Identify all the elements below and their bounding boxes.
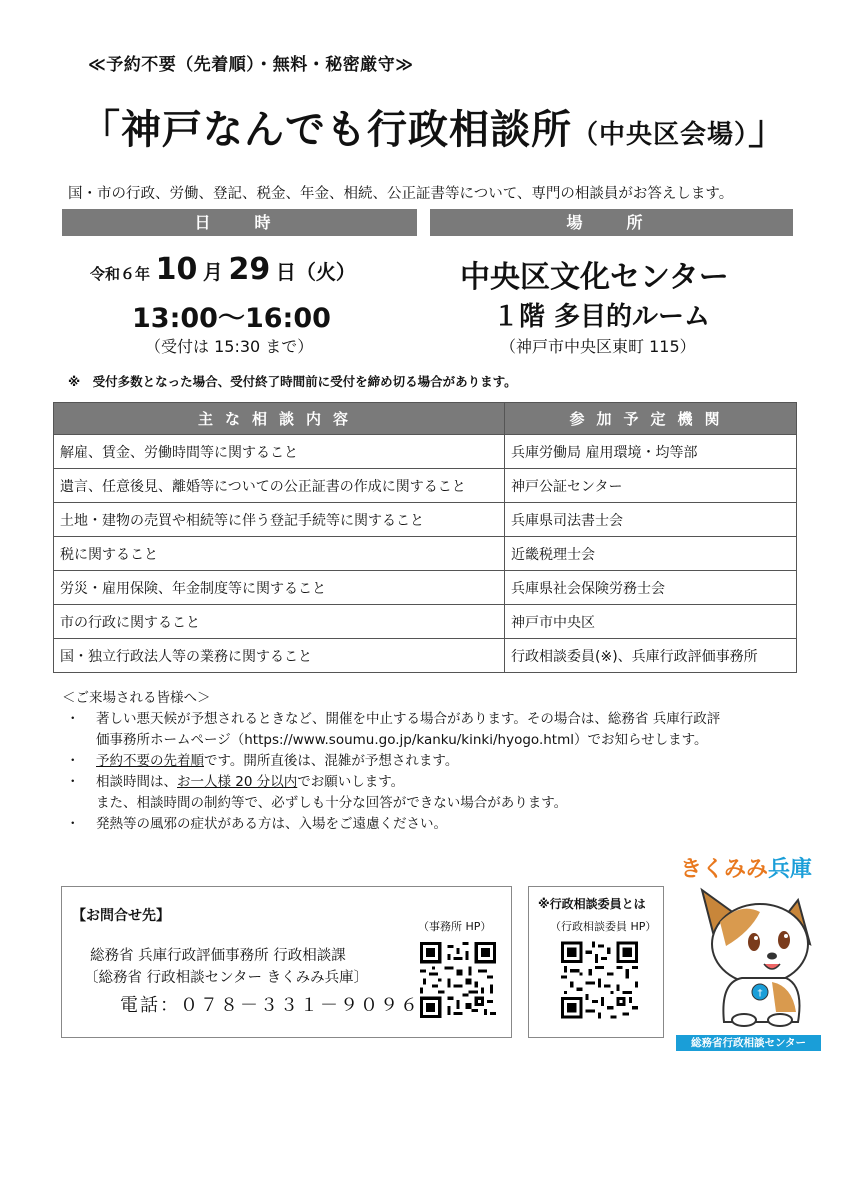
topic-cell: 遺言、任意後見、離婚等についての公正証書の作成に関すること xyxy=(54,469,505,503)
org-cell: 近畿税理士会 xyxy=(505,537,797,571)
bullet: ・ xyxy=(66,753,80,769)
note-text: 予約不要の先着順です。開所直後は、混雑が予想されます。 xyxy=(96,753,459,769)
tagline: ≪予約不要（先着順）・無料・秘密厳守≫ xyxy=(88,55,414,75)
bullet: ・ xyxy=(66,774,80,790)
org-cell: 行政相談委員(※)、兵庫行政評価事務所 xyxy=(505,639,797,673)
table-row xyxy=(54,435,797,469)
list-item xyxy=(62,751,822,772)
month-unit: 月 xyxy=(202,260,223,284)
org-cell: 神戸市中央区 xyxy=(505,605,797,639)
venue-address: （神戸市中央区東町 115） xyxy=(500,337,696,356)
svg-text:†: † xyxy=(757,988,763,999)
logo-part1: きくみみ xyxy=(680,857,769,882)
topic-cell: 市の行政に関すること xyxy=(54,605,505,639)
org-cell: 兵庫県司法書士会 xyxy=(505,503,797,537)
month: 10 xyxy=(155,252,198,287)
commissioner-qr-code-icon[interactable] xyxy=(561,940,638,1020)
contact-heading: 【お問合せ先】 xyxy=(72,908,170,924)
contact-center: 〔総務省 行政相談センター きくみみ兵庫〕 xyxy=(84,970,369,986)
underlined-text: 予約不要の先着順 xyxy=(96,753,204,769)
table-row xyxy=(54,469,797,503)
header-topics: 主な相談内容 xyxy=(54,403,505,435)
topic-cell: 土地・建物の売買や相続等に伴う登記手続等に関すること xyxy=(54,503,505,537)
topic-cell: 国・独立行政法人等の業務に関すること xyxy=(54,639,505,673)
qr-label-commissioner: （行政相談委員 HP） xyxy=(550,920,657,933)
day-unit: 日 xyxy=(275,260,296,284)
table-row xyxy=(54,503,797,537)
title-main: 「神戸なんでも行政相談所 xyxy=(80,107,572,153)
table-row xyxy=(54,605,797,639)
table-row xyxy=(54,571,797,605)
center-tag: 総務省行政相談センター xyxy=(676,1035,821,1051)
topic-cell: 労災・雇用保険、年金制度等に関すること xyxy=(54,571,505,605)
place-header: 場 所 xyxy=(430,209,793,236)
underlined-text: お一人様 20 分以内 xyxy=(177,774,298,790)
capacity-notice: ※ 受付多数となった場合、受付終了時間前に受付を締め切る場合があります。 xyxy=(68,374,517,389)
page-title xyxy=(80,98,789,155)
qr-label-office: （事務所 HP） xyxy=(418,920,492,933)
org-cell: 兵庫県社会保険労務士会 xyxy=(505,571,797,605)
note-text: 相談時間は、お一人様 20 分以内でお願いします。 xyxy=(96,774,405,790)
commissioner-heading: ※行政相談委員とは xyxy=(538,897,646,911)
venue-room: １階 多目的ルーム xyxy=(493,302,711,332)
intro-text: 国・市の行政、労働、登記、税金、年金、相続、公正証書等について、専門の相談員がお答えします。 xyxy=(68,186,734,202)
note-text: 価事務所ホームページ（https://www.soumu.go.jp/kanku/kinki/hyogo.html）でお知らせします。 xyxy=(96,732,708,748)
reception-note: （受付は 15:30 まで） xyxy=(145,337,314,356)
org-cell: 兵庫労働局 雇用環境・均等部 xyxy=(505,435,797,469)
list-item xyxy=(62,814,822,835)
topic-cell: 解雇、賃金、労働時間等に関すること xyxy=(54,435,505,469)
list-item xyxy=(62,772,822,793)
weekday: （火） xyxy=(295,260,356,284)
event-date xyxy=(90,252,356,287)
org-cell: 神戸公証センター xyxy=(505,469,797,503)
bullet: ・ xyxy=(66,816,80,832)
list-item-continued xyxy=(62,730,822,751)
logo-part2: 兵庫 xyxy=(768,857,813,882)
visitor-notes xyxy=(62,688,822,835)
title-close: 」 xyxy=(748,107,790,153)
note-text: 著しい悪天候が予想されるときなど、開催を中止する場合があります。その場合は、総務省 兵庫行政評 xyxy=(96,711,721,727)
header-organizations: 参加予定機関 xyxy=(505,403,797,435)
kikumimi-logo xyxy=(680,852,812,883)
note-text: 発熱等の風邪の症状がある方は、入場をご遠慮ください。 xyxy=(96,816,447,832)
topic-cell: 税に関すること xyxy=(54,537,505,571)
table-row xyxy=(54,537,797,571)
visitor-notes-heading: ＜ご来場される皆様へ＞ xyxy=(62,690,211,706)
list-item-continued xyxy=(62,793,822,814)
date-header: 日 時 xyxy=(62,209,417,236)
table-header-row xyxy=(54,403,797,435)
bullet: ・ xyxy=(66,711,80,727)
dog-mascot-icon xyxy=(680,882,830,1032)
consultation-table xyxy=(53,402,797,673)
contact-phone: 電話：０７８－３３１－９０９６ xyxy=(120,995,420,1016)
title-sub: （中央区会場） xyxy=(572,120,749,150)
table-row xyxy=(54,639,797,673)
office-qr-code-icon[interactable] xyxy=(420,940,496,1020)
venue-name: 中央区文化センター xyxy=(460,260,729,295)
event-time: 13:00～16:00 xyxy=(132,303,331,334)
list-item xyxy=(62,709,822,730)
note-text: また、相談時間の制約等で、必ずしも十分な回答ができない場合があります。 xyxy=(96,795,568,811)
day: 29 xyxy=(228,252,271,287)
era: 令和６年 xyxy=(90,265,151,283)
contact-office: 総務省 兵庫行政評価事務所 行政相談課 xyxy=(90,948,346,964)
